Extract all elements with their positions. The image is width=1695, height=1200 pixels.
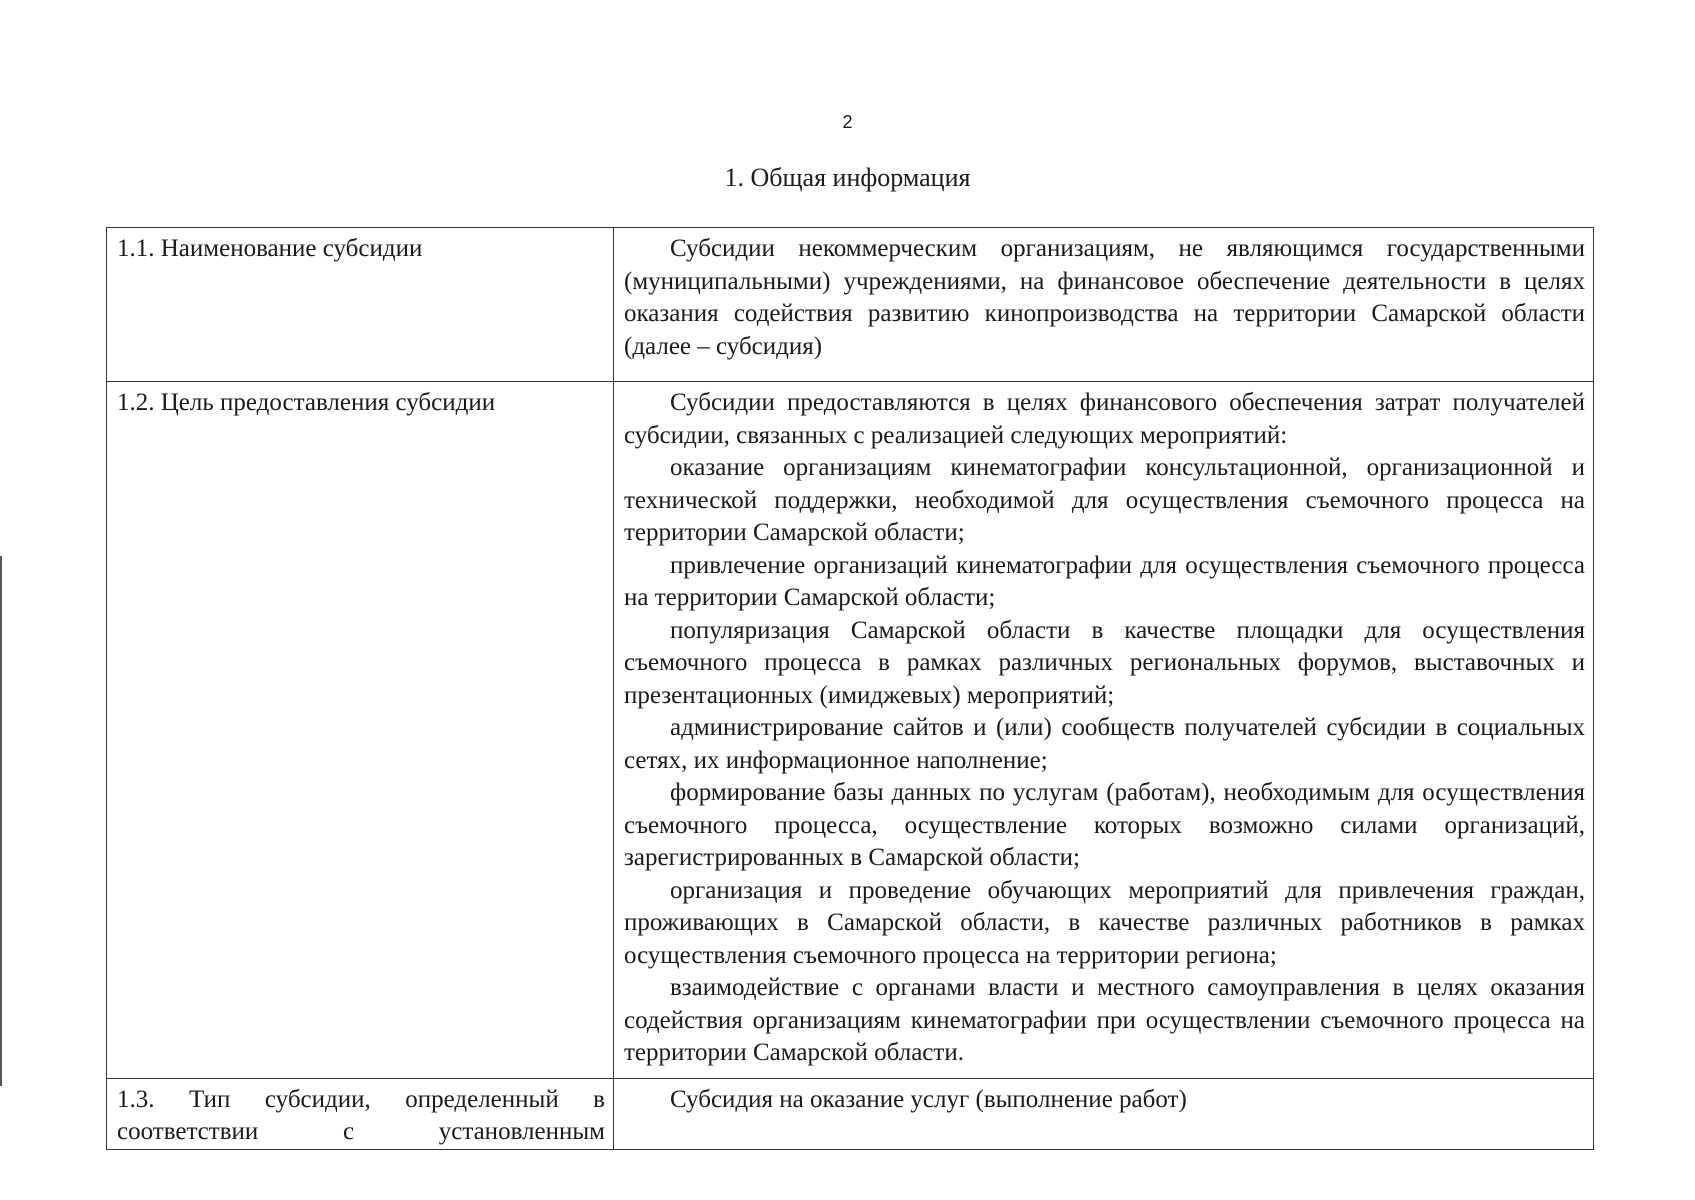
value-paragraph: Субсидии предоставляются в целях финансового обеспечения затрат получателей субсидии, связанных с реализацией следующих мероприятий:	[624, 389, 1585, 449]
value-paragraph: привлечение организаций кинематографии для осуществления съемочного процесса на территории Самарской области;	[624, 551, 1585, 611]
table-row	[107, 382, 1594, 1079]
row-label: 1.1. Наименование субсидии	[107, 228, 614, 382]
table-row	[107, 228, 1594, 382]
value-paragraph: Субсидия на оказание услуг (выполнение работ)	[670, 1085, 1187, 1113]
row-label-line: 1.3. Тип субсидии, определенный в	[117, 1085, 605, 1113]
info-table	[106, 227, 1594, 1150]
value-paragraph: взаимодействие с органами власти и местного самоуправления в целях оказания содействия организациям кинематографии при осуществлении съемочного процесса на территории Самарской области.	[624, 974, 1585, 1066]
value-paragraph: Субсидии некоммерческим организациям, не являющимся государственными (муниципальными) учреждениями, на финансовое обеспечение деятельности в целях оказания содействия развитию кинопроизводства на территории Самарской области (далее – субсидия)	[624, 235, 1585, 360]
row-label	[107, 1078, 614, 1149]
value-paragraph: администрирование сайтов и (или) сообществ получателей субсидии в социальных сетях, их информационное наполнение;	[624, 714, 1585, 774]
value-paragraph: популяризация Самарской области в качестве площадки для осуществления съемочного процесса в рамках различных региональных форумов, выставочных и презентационных (имиджевых) мероприятий;	[624, 616, 1585, 709]
value-paragraph: формирование базы данных по услугам (работам), необходимым для осуществления съемочного процесса, осуществление которых возможно силами организаций, зарегистрированных в Самарской области;	[624, 779, 1585, 871]
row-value	[614, 382, 1594, 1079]
section-title: 1. Общая информация	[724, 163, 971, 192]
table-row	[107, 1078, 1594, 1149]
row-value	[614, 228, 1594, 382]
row-value	[614, 1078, 1594, 1149]
page-number: 2	[842, 112, 853, 132]
value-paragraph: организация и проведение обучающих мероприятий для привлечения граждан, проживающих в Самарской области, в качестве различных работников в рамках осуществления съемочного процесса на территории региона;	[624, 876, 1585, 969]
row-label-line: соответствии с установленным	[117, 1118, 605, 1145]
value-paragraph: оказание организациям кинематографии консультационной, организационной и технической поддержки, необходимой для осуществления съемочного процесса на территории Самарской области;	[624, 454, 1585, 546]
scan-edge-mark	[0, 556, 2, 1086]
row-label: 1.2. Цель предоставления субсидии	[107, 382, 614, 1079]
